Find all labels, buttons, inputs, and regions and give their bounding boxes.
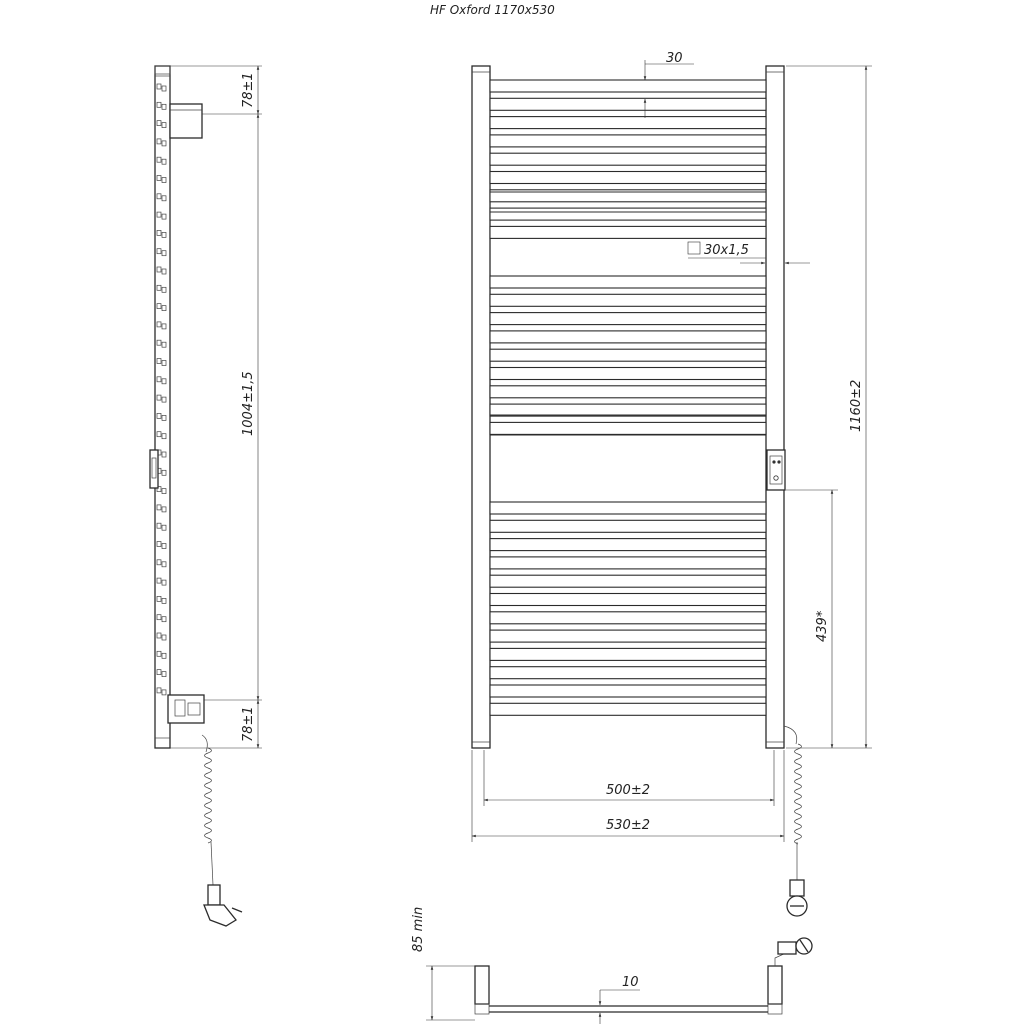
front-coiled-cable <box>795 744 802 844</box>
dim-side-top: 78±1 <box>241 72 256 108</box>
side-coiled-cable <box>205 748 212 843</box>
dim-depth: 10 <box>622 975 639 990</box>
front-plug-body <box>790 880 804 896</box>
side-view <box>150 66 242 926</box>
top-view <box>411 907 812 1024</box>
towel-bar <box>490 276 766 288</box>
dim-control-height: 439* <box>815 610 830 642</box>
side-plug-body <box>208 885 220 905</box>
square-symbol-icon <box>688 242 700 254</box>
towel-bar <box>490 648 766 660</box>
towel-bar <box>490 630 766 642</box>
towel-bar <box>490 422 766 434</box>
towel-bar <box>490 294 766 306</box>
towel-bar <box>490 520 766 532</box>
side-plug-head <box>204 905 236 926</box>
towel-bar <box>490 331 766 343</box>
towel-bar <box>490 349 766 361</box>
towel-bar <box>490 539 766 551</box>
front-dimensions <box>472 51 872 842</box>
side-rail <box>155 66 170 748</box>
towel-bar <box>490 117 766 129</box>
dim-bar-spacing: 30 <box>666 51 683 66</box>
towel-bar <box>490 135 766 147</box>
towel-bar <box>490 313 766 325</box>
side-dimensions <box>170 66 262 748</box>
dim-profile: 30x1,5 <box>704 243 749 258</box>
towel-bar <box>490 612 766 624</box>
towel-bar <box>490 226 766 238</box>
towel-bar <box>490 153 766 165</box>
towel-bar <box>490 502 766 514</box>
towel-bar <box>490 557 766 569</box>
wall-bracket-bottom <box>168 695 204 723</box>
towel-bar <box>490 575 766 587</box>
towel-bar <box>490 594 766 606</box>
dim-side-bottom: 78±1 <box>241 706 256 742</box>
towel-bar <box>490 98 766 110</box>
drawing-title: HF Oxford 1170x530 <box>430 3 555 17</box>
wall-bracket-top <box>170 104 202 138</box>
towel-bar <box>490 667 766 679</box>
dim-inner-width: 500±2 <box>606 783 650 798</box>
towel-bar <box>490 703 766 715</box>
left-rail <box>472 66 490 748</box>
towel-bar <box>490 386 766 398</box>
towel-bar <box>490 685 766 697</box>
towel-bar <box>490 80 766 92</box>
top-right-post <box>768 966 782 1004</box>
dim-total-height: 1160±2 <box>849 379 864 432</box>
towel-bar <box>490 172 766 184</box>
side-control-unit <box>150 450 158 488</box>
towel-bars <box>490 80 766 715</box>
towel-bar <box>490 404 766 416</box>
towel-bar <box>490 208 766 220</box>
right-rail <box>766 66 784 748</box>
top-left-post <box>475 966 489 1004</box>
dim-side-height: 1004±1,5 <box>241 371 256 436</box>
dim-outer-width: 530±2 <box>606 818 650 833</box>
towel-bar <box>490 368 766 380</box>
top-plug-body <box>778 942 796 954</box>
dim-min-clearance: 85 min <box>411 906 426 952</box>
